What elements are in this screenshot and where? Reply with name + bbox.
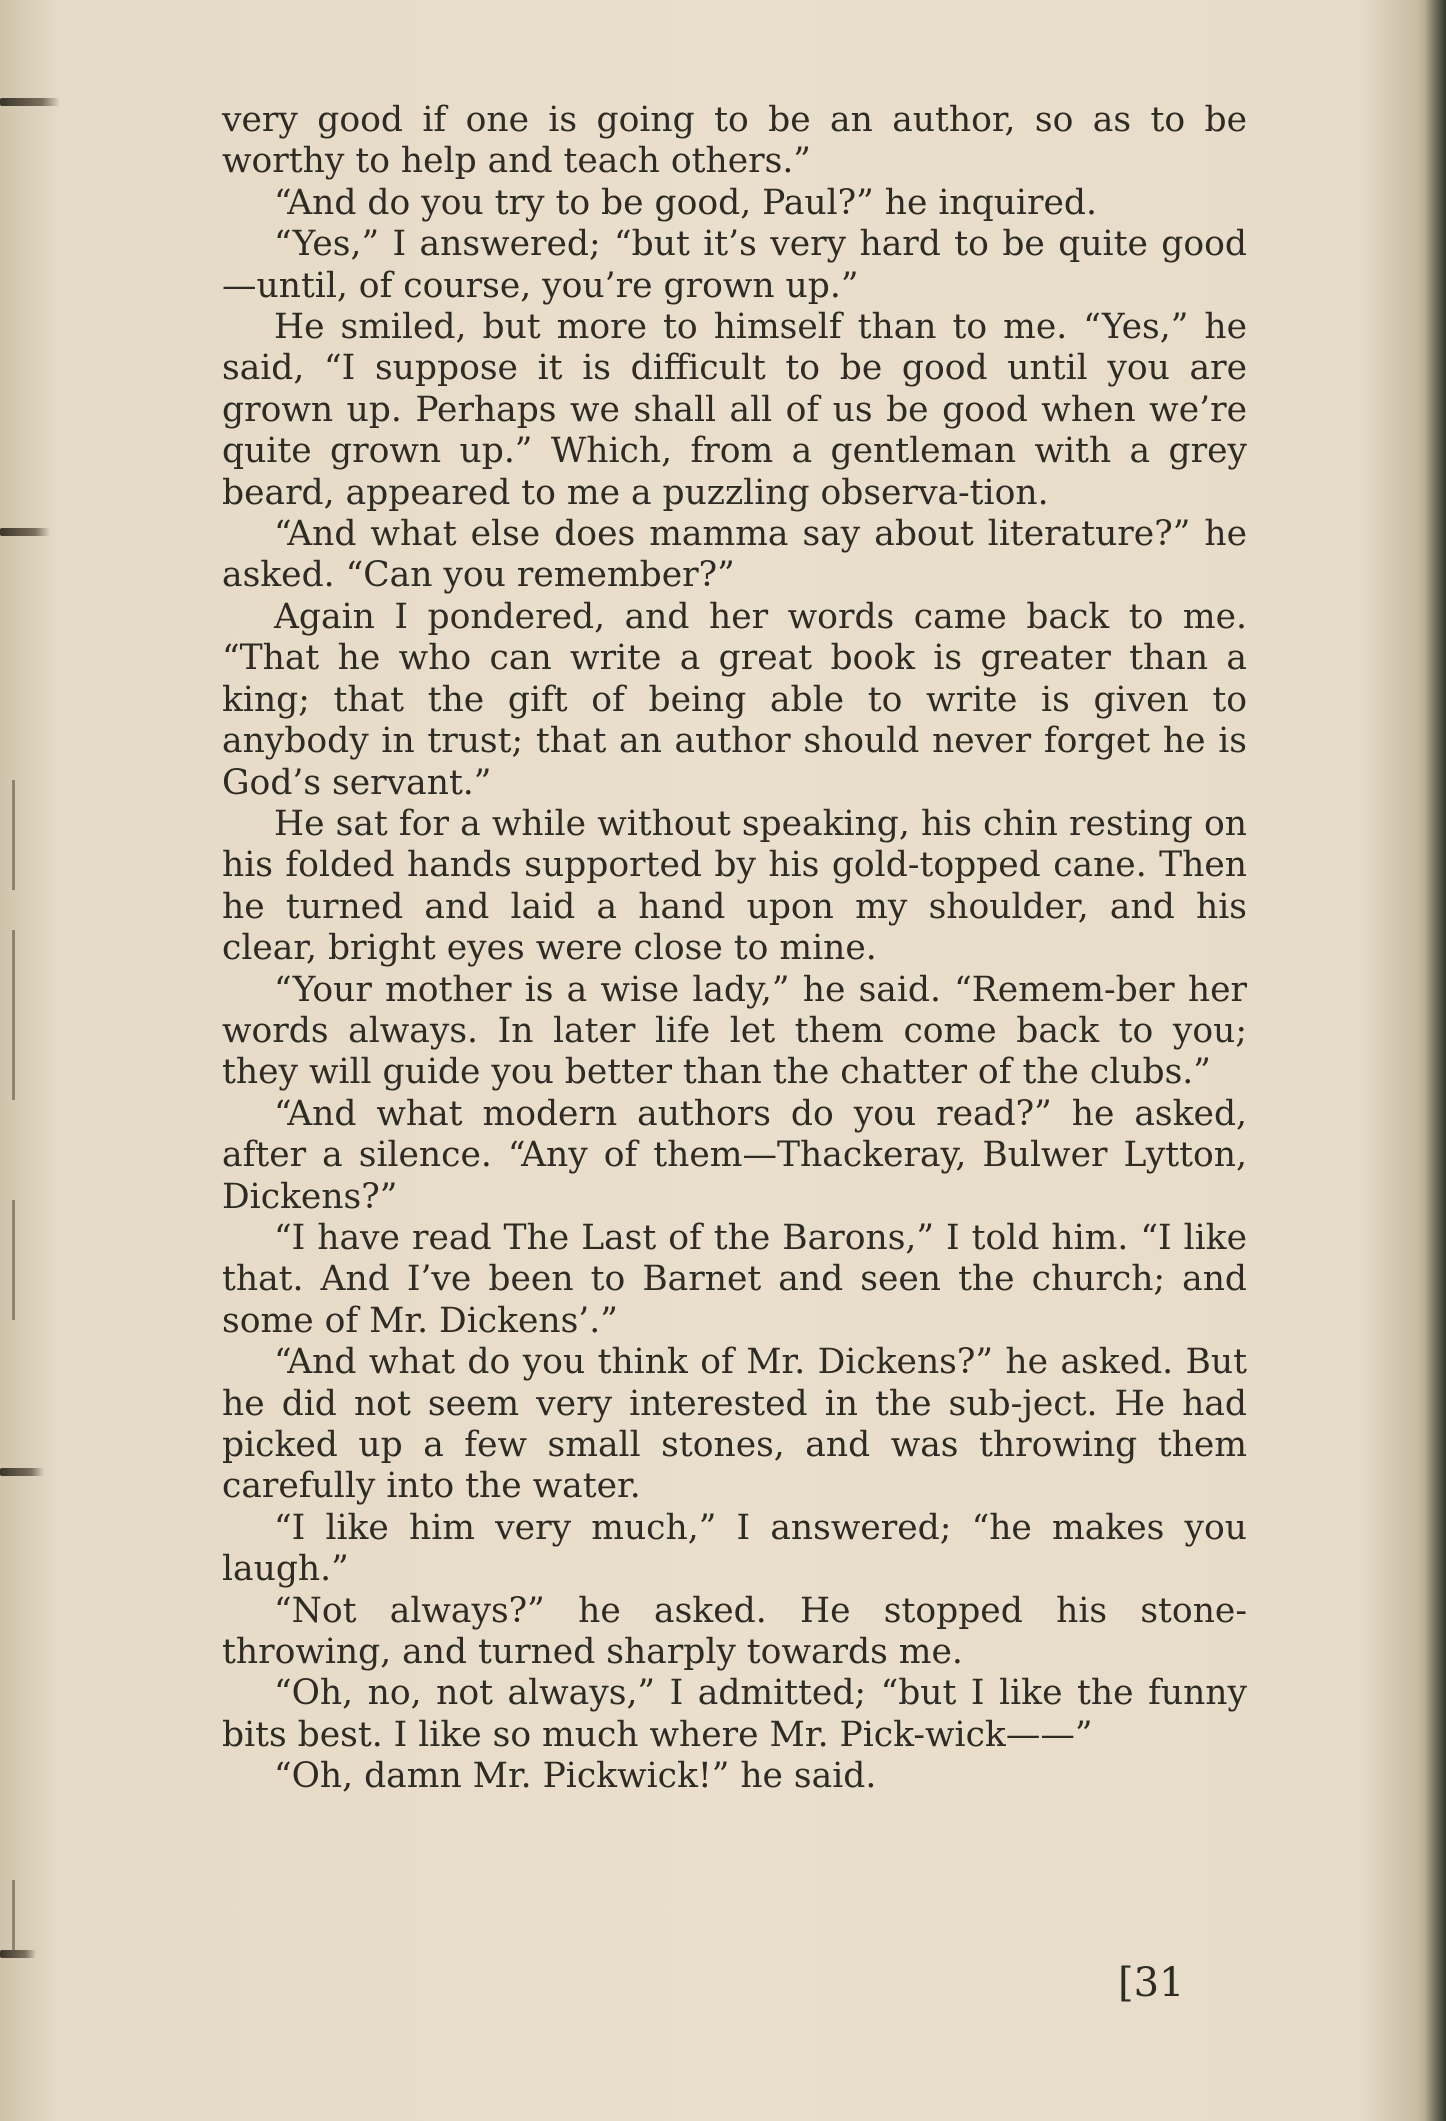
paragraph: “Oh, no, not always,” I admitted; “but I like the funny bits best. I like so much where Mr. Pick-wick——” bbox=[222, 1673, 1247, 1755]
paragraph: very good if one is going to be an author, so as to be worthy to help and teach others.” bbox=[222, 100, 1247, 182]
page-edge bbox=[1424, 0, 1446, 2121]
gutter-shadow bbox=[12, 1880, 15, 1950]
binding-stitch-mark bbox=[0, 528, 50, 536]
paragraph: “Your mother is a wise lady,” he said. “Remem-ber her words always. In later life let them come back to you; they will guide you better than the chatter of the clubs.” bbox=[222, 969, 1247, 1093]
page-number: [31 bbox=[1118, 1960, 1185, 2006]
binding-stitch-mark bbox=[0, 98, 60, 106]
paragraph: He sat for a while without speaking, his chin resting on his folded hands supported by his gold-topped cane. Then he turned and laid a hand upon my shoulder, and his clear, bright eyes were close to mine. bbox=[222, 803, 1247, 969]
binding-stitch-mark bbox=[0, 1468, 44, 1476]
paragraph: Again I pondered, and her words came back to me. “That he who can write a great book is greater than a king; that the gift of being able to write is given to anybody in trust; that an author should never forget he is God’s servant.” bbox=[222, 596, 1247, 803]
gutter-shadow bbox=[12, 1200, 15, 1320]
paragraph: “Oh, damn Mr. Pickwick!” he said. bbox=[274, 1756, 877, 1797]
gutter-shadow bbox=[12, 930, 15, 1100]
binding-stitch-mark bbox=[0, 1950, 36, 1958]
paragraph: “I have read The Last of the Barons,” I told him. “I like that. And I’ve been to Barnet and seen the church; and some of Mr. Dickens’.” bbox=[222, 1217, 1247, 1341]
paragraph: “I like him very much,” I answered; “he makes you laugh.” bbox=[222, 1507, 1247, 1590]
paragraph: “And what else does mamma say about literature?” he asked. “Can you remember?” bbox=[222, 514, 1247, 596]
paragraph: “And what modern authors do you read?” he asked, after a silence. “Any of them—Thackeray, Bulwer Lytton, Dickens?” bbox=[222, 1093, 1247, 1217]
gutter-shadow bbox=[12, 780, 15, 890]
paragraph: “And what do you think of Mr. Dickens?” he asked. But he did not seem very interested in the sub-ject. He had picked up a few small stones, and was throwing them carefully into the water. bbox=[222, 1342, 1247, 1507]
paragraph: He smiled, but more to himself than to me. “Yes,” he said, “I suppose it is difficult to be good until you are grown up. Perhaps we shall all of us be good when we’re quite grown up.” Which, from a gentleman with a grey beard, appeared to me a puzzling observa-tion. bbox=[222, 307, 1247, 513]
paragraph: “Yes,” I answered; “but it’s very hard to be quite good—until, of course, you’re grown up.” bbox=[222, 224, 1247, 306]
paragraph: “And do you try to be good, Paul?” he inquired. bbox=[274, 182, 1097, 223]
paragraph: “Not always?” he asked. He stopped his stone-throwing, and turned sharply towards me. bbox=[222, 1590, 1247, 1673]
body-text bbox=[222, 100, 1247, 1798]
